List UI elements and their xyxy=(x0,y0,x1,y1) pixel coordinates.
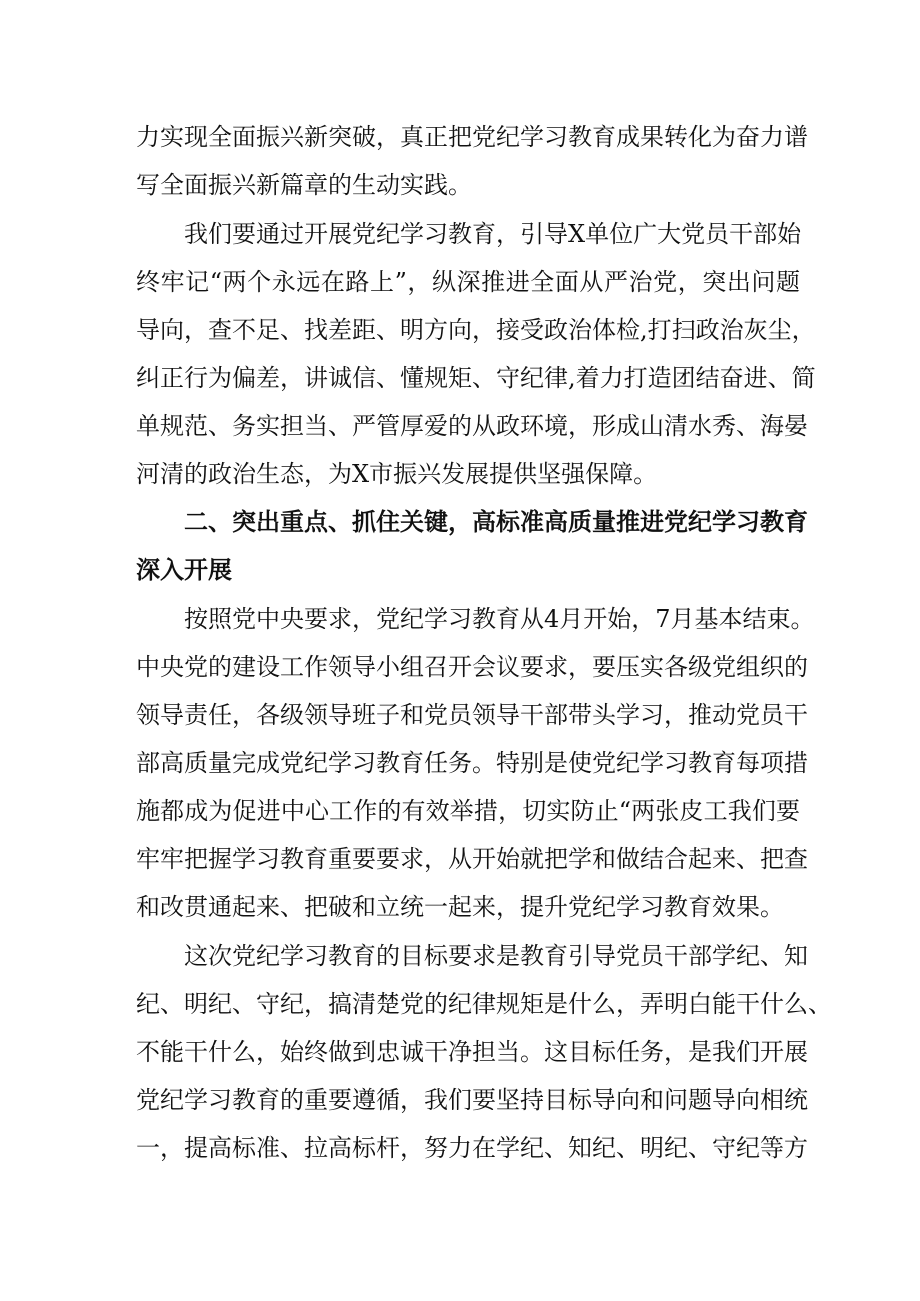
paragraph-line: 力实现全面振兴新突破，真正把党纪学习教育成果转化为奋力谱 xyxy=(136,123,808,151)
paragraph-line: 导向，查不足、找差距、明方向，接受政治体检,打扫政治灰尘， xyxy=(136,316,816,344)
paragraph-line: 河清的政治生态，为X市振兴发展提供坚强保障。 xyxy=(136,460,658,488)
paragraph-line: 部高质量完成党纪学习教育任务。特别是使党纪学习教育每项措 xyxy=(136,749,808,777)
section-heading-line: 二、突出重点、抓住关键，高标准高质量推进党纪学习教育 xyxy=(136,508,808,536)
paragraph-line: 施都成为促进中心工作的有效举措，切实防止“两张皮工我们要 xyxy=(136,797,800,825)
section-heading-line: 深入开展 xyxy=(136,556,232,584)
paragraph-line: 牢牢把握学习教育重要要求，从开始就把学和做结合起来、把查 xyxy=(136,845,808,873)
paragraph-line: 我们要通过开展党纪学习教育，引导X单位广大党员干部始 xyxy=(136,220,802,248)
paragraph-line: 这次党纪学习教育的目标要求是教育引导党员干部学纪、知 xyxy=(136,942,808,970)
paragraph-line: 和改贯通起来、把破和立统一起来，提升党纪学习教育效果。 xyxy=(136,893,784,921)
paragraph-line: 写全面振兴新篇章的生动实践。 xyxy=(136,171,472,199)
paragraph-line: 不能干什么，始终做到忠诚干净担当。这目标任务，是我们开展 xyxy=(136,1038,808,1066)
paragraph-line: 中央党的建设工作领导小组召开会议要求，要压实各级党组织的 xyxy=(136,653,808,681)
paragraph-line: 一，提高标准、拉高标杆，努力在学纪、知纪、明纪、守纪等方 xyxy=(136,1134,808,1162)
paragraph-line: 单规范、务实担当、严管厚爱的从政环境，形成山清水秀、海晏 xyxy=(136,412,808,440)
paragraph-line: 按照党中央要求，党纪学习教育从4月开始，7月基本结束。 xyxy=(136,605,815,633)
paragraph-line: 领导责任，各级领导班子和党员领导干部带头学习，推动党员干 xyxy=(136,701,808,729)
paragraph-line: 纪、明纪、守纪，搞清楚党的纪律规矩是什么，弄明白能干什么、 xyxy=(136,990,832,1018)
paragraph-line: 终牢记“两个永远在路上”，纵深推进全面从严治党，突出问题 xyxy=(136,268,800,296)
paragraph-line: 纠正行为偏差，讲诚信、懂规矩、守纪律,着力打造团结奋进、简 xyxy=(136,364,816,392)
paragraph-line: 党纪学习教育的重要遵循，我们要坚持目标导向和问题导向相统 xyxy=(136,1086,808,1114)
